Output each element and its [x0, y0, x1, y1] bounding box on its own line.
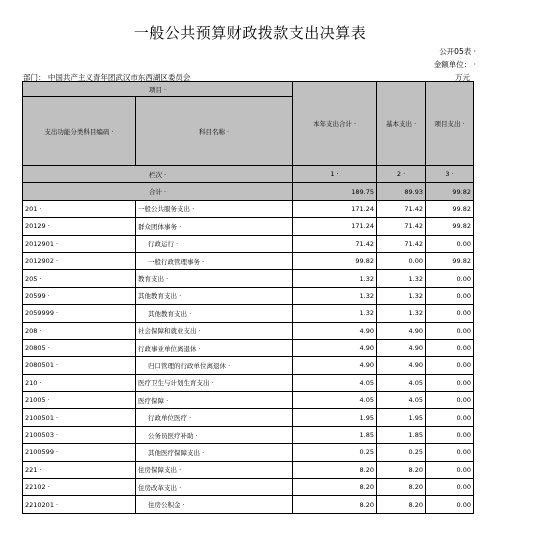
row-project: 0.00	[426, 339, 474, 356]
table-row	[23, 252, 474, 269]
row-name: 住房保障支出 ·	[136, 461, 293, 478]
row-total: 4.05	[293, 374, 377, 391]
row-basic: 0.25	[377, 444, 426, 461]
row-code: 201 ·	[23, 200, 136, 217]
table-row	[23, 392, 474, 409]
table-row	[23, 426, 474, 443]
currency-unit: 万元	[455, 73, 470, 82]
table-row	[23, 200, 474, 217]
row-code: 2100501 ·	[23, 409, 136, 426]
row-total: 4.90	[293, 322, 377, 339]
row-code: 2100503 ·	[23, 426, 136, 443]
row-name: 医疗保障 ·	[136, 392, 293, 409]
header-code: 支出功能分类科目编码 ·	[23, 97, 136, 166]
row-name: 其他教育支出 ·	[136, 305, 293, 322]
row-project: 0.00	[426, 374, 474, 391]
row-total: 0.25	[293, 444, 377, 461]
row-code: 208 ·	[23, 322, 136, 339]
unit-label: 金额单位： ·	[433, 60, 476, 69]
row-total: 71.42	[293, 235, 377, 252]
row-total: 1.32	[293, 287, 377, 304]
expenditure-table	[22, 81, 474, 514]
row-code: 2012902 ·	[23, 252, 136, 269]
table-row	[23, 287, 474, 304]
sum-label: 合计 ·	[23, 183, 293, 200]
row-code: 221 ·	[23, 461, 136, 478]
row-total: 171.24	[293, 200, 377, 217]
row-total: 4.90	[293, 339, 377, 356]
row-project: 0.00	[426, 392, 474, 409]
table-row	[23, 479, 474, 496]
row-basic: 0.00	[377, 252, 426, 269]
row-code: 2210201 ·	[23, 496, 136, 513]
row-project: 0.00	[426, 270, 474, 287]
row-name: 行政运行 ·	[136, 235, 293, 252]
table-row	[23, 461, 474, 478]
row-total: 1.32	[293, 270, 377, 287]
table-row	[23, 444, 474, 461]
table-row	[23, 374, 474, 391]
header-item: 项目 ·	[23, 82, 293, 97]
row-total: 1.95	[293, 409, 377, 426]
column-number-3: 3 ·	[426, 166, 474, 183]
form-number: 公开05表 ·	[439, 47, 476, 56]
row-total: 99.82	[293, 252, 377, 269]
row-name: 医疗卫生与计划生育支出 ·	[136, 374, 293, 391]
row-total: 8.20	[293, 479, 377, 496]
row-project: 99.82	[426, 252, 474, 269]
table-row	[23, 218, 474, 235]
row-name: 教育支出 ·	[136, 270, 293, 287]
row-number-label: 栏次 ·	[23, 166, 293, 183]
sum-total: 189.75	[293, 183, 377, 200]
row-total: 4.90	[293, 357, 377, 374]
row-basic: 4.90	[377, 339, 426, 356]
column-number-1: 1 ·	[293, 166, 377, 183]
row-name: 行政单位医疗 ·	[136, 409, 293, 426]
table-row	[23, 270, 474, 287]
row-total: 8.20	[293, 461, 377, 478]
row-project: 0.00	[426, 426, 474, 443]
row-project: 0.00	[426, 461, 474, 478]
header-basic: 基本支出 ·	[377, 82, 426, 166]
table-row	[23, 235, 474, 252]
row-name: 归口管理的行政单位离退休 ·	[136, 357, 293, 374]
row-basic: 4.05	[377, 392, 426, 409]
department-label: 部门： 中国共产主义青年团武汉市东西湖区委员会	[23, 73, 191, 82]
row-code: 20129 ·	[23, 218, 136, 235]
row-basic: 71.42	[377, 218, 426, 235]
column-number-2: 2 ·	[377, 166, 426, 183]
row-project: 0.00	[426, 479, 474, 496]
table-row	[23, 339, 474, 356]
table-row	[23, 305, 474, 322]
sum-project: 99.82	[426, 183, 474, 200]
row-basic: 1.95	[377, 409, 426, 426]
row-name: 行政事业单位离退休 ·	[136, 339, 293, 356]
column-number-row	[23, 166, 474, 183]
row-name: 其他教育支出 ·	[136, 287, 293, 304]
row-name: 一般行政管理事务 ·	[136, 252, 293, 269]
row-project: 0.00	[426, 322, 474, 339]
row-project: 0.00	[426, 409, 474, 426]
row-basic: 1.32	[377, 305, 426, 322]
row-code: 20599 ·	[23, 287, 136, 304]
row-project: 0.00	[426, 287, 474, 304]
header-project: 项目支出 ·	[426, 82, 474, 166]
row-code: 205 ·	[23, 270, 136, 287]
row-project: 99.82	[426, 218, 474, 235]
row-total: 1.32	[293, 305, 377, 322]
row-name: 社会保障和就业支出 ·	[136, 322, 293, 339]
row-project: 0.00	[426, 496, 474, 513]
table-row	[23, 409, 474, 426]
row-basic: 4.90	[377, 322, 426, 339]
row-basic: 1.32	[377, 287, 426, 304]
row-name: 一般公共服务支出 ·	[136, 200, 293, 217]
row-name: 住房公积金 ·	[136, 496, 293, 513]
row-code: 2080501 ·	[23, 357, 136, 374]
row-code: 2012901 ·	[23, 235, 136, 252]
table-row	[23, 496, 474, 513]
header-name: 科目名称 ·	[136, 97, 293, 166]
row-project: 0.00	[426, 357, 474, 374]
row-basic: 8.20	[377, 461, 426, 478]
row-basic: 8.20	[377, 496, 426, 513]
table-row	[23, 322, 474, 339]
row-name: 群众团体事务 ·	[136, 218, 293, 235]
row-basic: 4.90	[377, 357, 426, 374]
row-project: 99.82	[426, 200, 474, 217]
row-basic: 71.42	[377, 200, 426, 217]
row-code: 21005 ·	[23, 392, 136, 409]
row-total: 4.05	[293, 392, 377, 409]
row-basic: 1.32	[377, 270, 426, 287]
row-code: 2059999 ·	[23, 305, 136, 322]
row-basic: 4.05	[377, 374, 426, 391]
report-title: 一般公共预算财政拨款支出决算表	[133, 24, 367, 42]
row-name: 公务员医疗补助 ·	[136, 426, 293, 443]
row-project: 0.00	[426, 235, 474, 252]
row-basic: 1.85	[377, 426, 426, 443]
table-row	[23, 357, 474, 374]
row-code: 20805 ·	[23, 339, 136, 356]
row-basic: 71.42	[377, 235, 426, 252]
row-name: 其他医疗保障支出 ·	[136, 444, 293, 461]
header-total: 本年支出合计 ·	[293, 82, 377, 166]
row-project: 0.00	[426, 444, 474, 461]
sum-basic: 89.93	[377, 183, 426, 200]
row-code: 22102 ·	[23, 479, 136, 496]
row-code: 2100599 ·	[23, 444, 136, 461]
row-total: 171.24	[293, 218, 377, 235]
row-total: 1.85	[293, 426, 377, 443]
sum-row	[23, 183, 474, 200]
row-project: 0.00	[426, 305, 474, 322]
row-total: 8.20	[293, 496, 377, 513]
header-row-item	[23, 82, 474, 97]
row-name: 住房改革支出 ·	[136, 479, 293, 496]
row-code: 210 ·	[23, 374, 136, 391]
row-basic: 8.20	[377, 479, 426, 496]
